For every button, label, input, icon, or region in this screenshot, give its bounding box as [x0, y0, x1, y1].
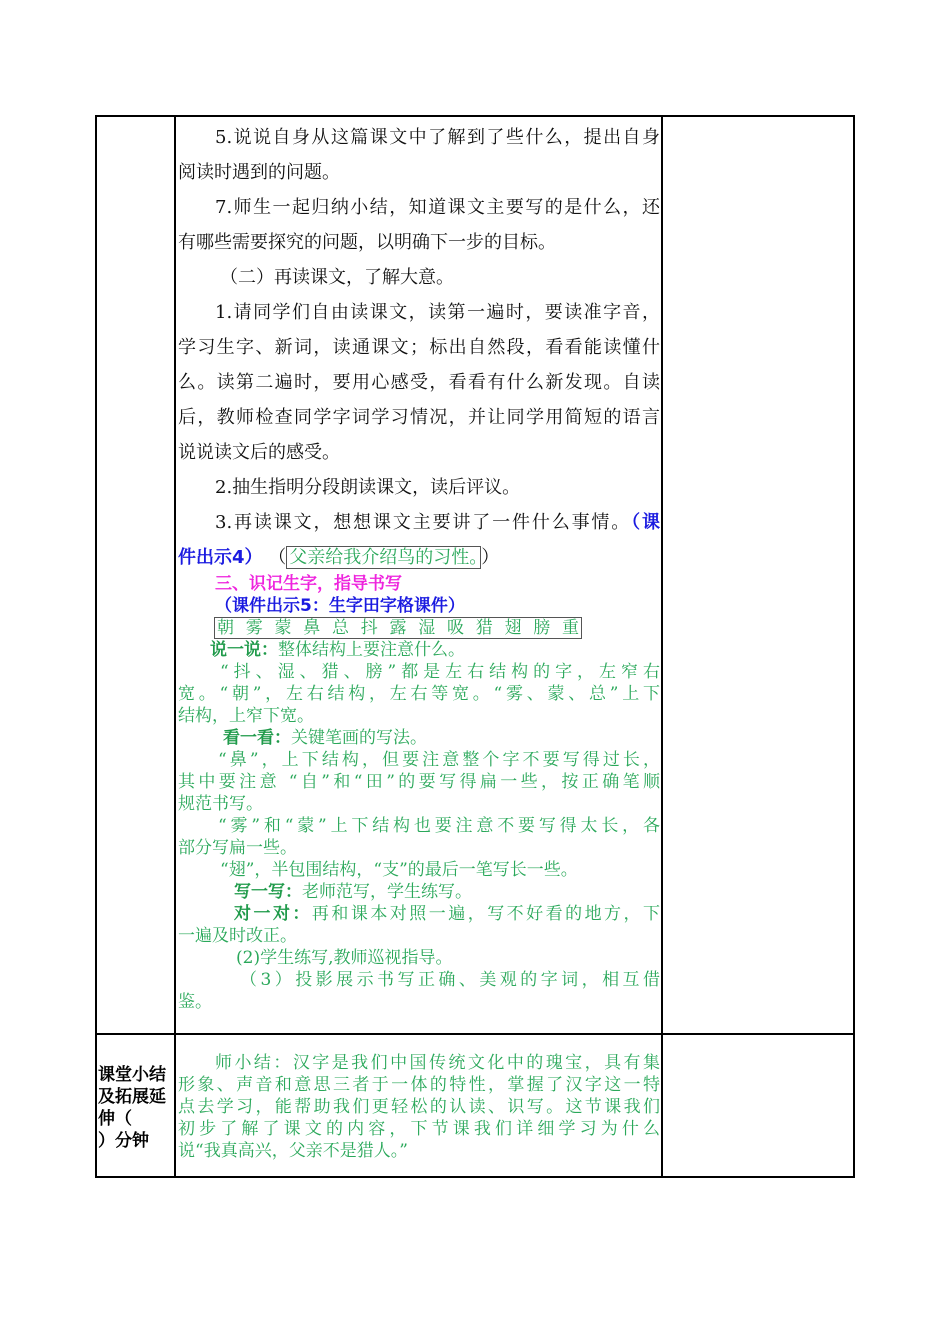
courseware-note: 件出示4） [178, 547, 263, 568]
paren: （ [268, 547, 287, 568]
text-line: 规范书写。 [178, 794, 263, 814]
text-line: “鼻”，上下结构，但要注意整个字不要写得过长， [218, 750, 660, 770]
text-line: 其中要注意 “自”和“田”的要写得扁一些，按正确笔顺 [178, 772, 660, 792]
row-divider [95, 1033, 855, 1035]
text: 整体结构上要注意什么。 [278, 640, 465, 660]
text-line: 结构，上窄下宽。 [178, 706, 314, 726]
label-line: ）分钟 [98, 1131, 149, 1151]
label-write: 写一写： [234, 882, 302, 902]
text-line: (2)学生练写,教师巡视指导。 [236, 948, 453, 968]
reading-steps [178, 120, 660, 575]
text-line: 1.请同学们自由读课文，读第一遍时，要读准字音， [215, 302, 660, 323]
text-line: 么。读第二遍时，要用心感受，看看有什么新发现。自读 [178, 372, 660, 393]
table-border-right [853, 115, 855, 1178]
text-line [178, 639, 660, 661]
text-line: 初步了解了课文的内容，下节课我们详细学习为什么 [178, 1119, 660, 1139]
label-line: 伸（ [98, 1109, 132, 1129]
label-say: 说一说： [210, 640, 278, 660]
text-line: “抖、湿、猎、膀”都是左右结构的字，左窄右 [220, 662, 660, 682]
label-line: 及拓展延 [98, 1087, 166, 1107]
courseware-note: （课 [631, 512, 661, 533]
text-line: “雾”和“蒙”上下结构也要注意不要写得太长，各 [218, 816, 660, 836]
text-line: 形象、声音和意思三者于一体的特性，掌握了汉字这一特 [178, 1075, 660, 1095]
boxed-answer: 父亲给我介绍鸟的习性。 [286, 546, 481, 569]
teacher-summary [178, 1052, 660, 1162]
label-line: 课堂小结 [98, 1065, 166, 1085]
text: 关键笔画的写法。 [291, 728, 427, 748]
section-heading: 三、识记生字，指导书写 [215, 574, 402, 594]
text-line: 有哪些需要探究的问题，以明确下一步的目标。 [178, 232, 556, 253]
text-line: （3）投影展示书写正确、美观的字词，相互借 [240, 970, 660, 990]
text-line: 点去学习，能帮助我们更轻松的认读、识写。这节课我们 [178, 1097, 660, 1117]
text-line: 师小结：汉字是我们中国传统文化中的瑰宝，具有集 [215, 1053, 660, 1073]
table-border-top [95, 115, 855, 117]
text-line: 宽。“朝”，左右结构，左右等宽。“雾、蒙、总”上下 [178, 684, 660, 704]
paren: ） [481, 547, 500, 568]
writing-guidance [178, 573, 660, 1013]
text-line [178, 505, 660, 540]
row-label-summary [98, 1064, 174, 1152]
table-border-bottom [95, 1176, 855, 1178]
text-line: 学习生字、新词，读通课文；标出自然段，看看能读懂什 [178, 337, 660, 358]
text-line: “翅”，半包围结构，“支”的最后一笔写长一些。 [220, 860, 578, 880]
character-row [178, 617, 660, 639]
text: 再和课本对照一遍，写不好看的地方，下 [311, 904, 661, 924]
text-line [178, 727, 660, 749]
text-line: 说说读文后的感受。 [178, 442, 340, 463]
text-line: 后，教师检查同学字词学习情况，并让同学用简短的语言 [178, 407, 660, 428]
text: 老师范写，学生练写。 [302, 882, 472, 902]
text-line [178, 540, 660, 575]
text-line: 说“我真高兴，父亲不是猎人。” [178, 1141, 408, 1161]
text-line: 部分写扁一些。 [178, 838, 297, 858]
text-line [178, 903, 660, 925]
subheading: （二）再读课文，了解大意。 [220, 267, 454, 288]
text-line: 2.抽生指明分段朗读课文，读后评议。 [215, 477, 521, 498]
text-line: 阅读时遇到的问题。 [178, 162, 340, 183]
text-line: 7.师生一起归纳小结，知道课文主要写的是什么，还 [215, 197, 660, 218]
text-line: 一遍及时改正。 [178, 926, 297, 946]
new-characters: 朝 雾 蒙 鼻 总 抖 露 湿 吸 猎 翅 膀 重 [214, 617, 582, 639]
text-line [178, 881, 660, 903]
courseware-note: （课件出示5：生字田字格课件） [215, 596, 465, 616]
text: 3.再读课文，想想课文主要讲了一件什么事情。 [215, 512, 632, 533]
text-line: 5.说说自身从这篇课文中了解到了些什么，提出自身 [215, 127, 660, 148]
column-divider-2 [661, 115, 663, 1178]
column-divider-1 [174, 115, 176, 1178]
text-line: 鉴。 [178, 992, 212, 1012]
label-check: 对一对： [234, 904, 312, 924]
label-look: 看一看： [223, 728, 291, 748]
table-border-left [95, 115, 97, 1178]
